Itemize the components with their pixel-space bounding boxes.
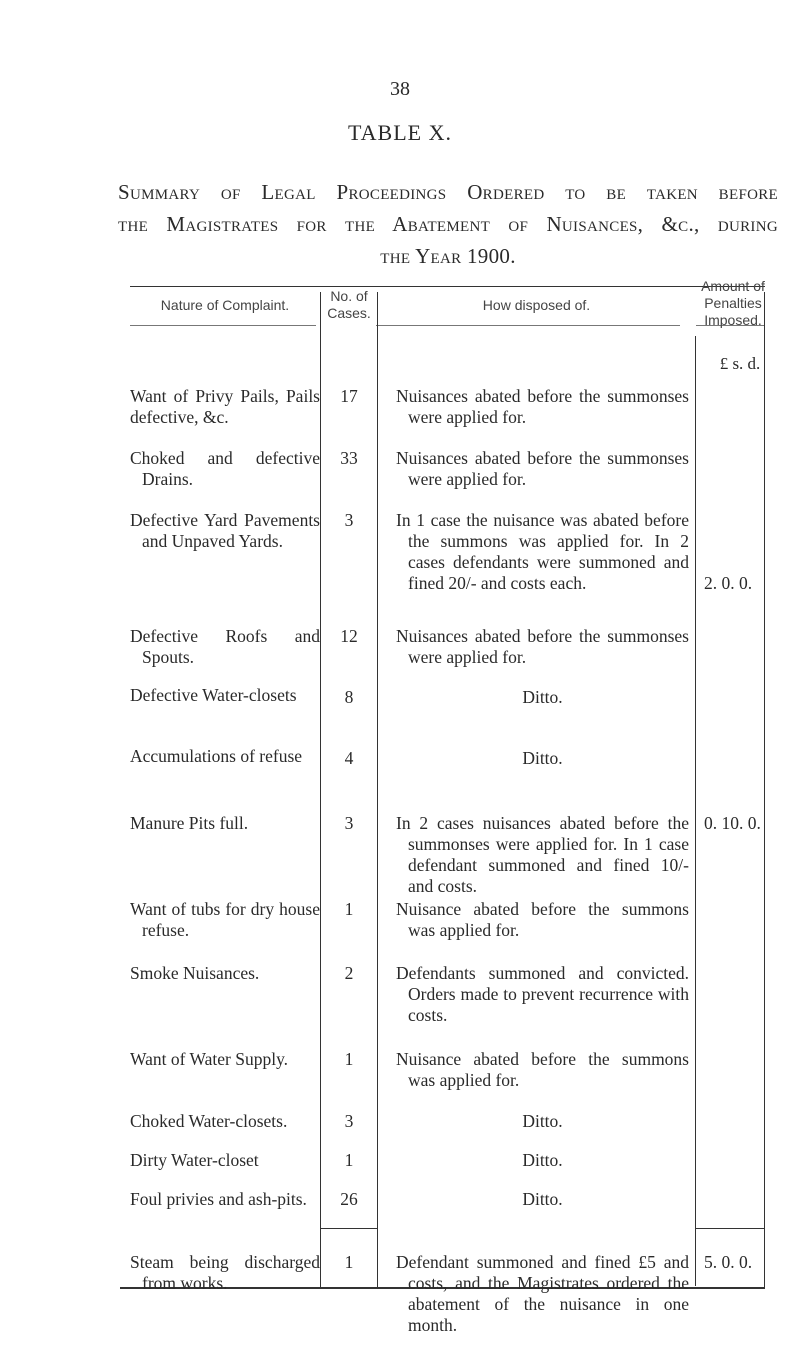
row-nature-text: Defective Yard Pavements and Unpaved Yards.: [130, 510, 320, 551]
row-disposed-text: Nuisances abated before the summonses were applied for.: [396, 448, 689, 489]
row-disposed: [396, 386, 689, 428]
row-disposed: [396, 963, 689, 1026]
table-heading: [118, 176, 778, 272]
row-nature: [130, 448, 320, 490]
table-title: TABLE X.: [347, 120, 452, 145]
row-disposed: Ditto.: [522, 1111, 563, 1131]
row-cases: 8: [344, 687, 354, 707]
row-disposed-text: Defendants summoned and convicted. Orders made to prevent recurrence with costs.: [396, 963, 689, 1025]
row-cases: 1: [344, 1252, 354, 1272]
row-nature: [130, 1189, 320, 1210]
row-disposed-text: Nuisance abated before the summons was applied for.: [396, 1049, 689, 1090]
row-cases: 3: [344, 1111, 354, 1131]
row-cases: 1: [344, 1049, 354, 1069]
header-penalties: Amount of Penalties Imposed.: [701, 278, 765, 328]
row-penalty: 0. 10. 0.: [704, 813, 761, 833]
row-nature: [130, 510, 320, 552]
header-cases: No. of Cases.: [327, 288, 371, 321]
row-disposed-text: In 1 case the nuisance was abated before the summons was applied for. In 2 cases defendants were summoned and fined 20/- and costs each.: [396, 510, 689, 593]
row-nature-text: Choked and defective Drains.: [130, 448, 320, 489]
row-disposed-text: In 2 cases nuisances abated before the summonses were applied for. In 1 case defendant summoned and fined 10/- and costs.: [396, 813, 689, 896]
row-cases: 4: [344, 748, 354, 768]
row-nature-text: Foul privies and ash-pits.: [130, 1189, 307, 1209]
row-disposed: [396, 510, 689, 594]
row-cases: 3: [344, 813, 354, 833]
row-nature: Manure Pits full.: [130, 813, 249, 833]
row-disposed: [396, 1252, 689, 1336]
row-nature-text: Want of tubs for dry house refuse.: [130, 899, 320, 940]
row-nature: Dirty Water-closet: [130, 1150, 259, 1170]
col-divider-1: [320, 292, 321, 1287]
row-nature: [130, 899, 320, 941]
subtotal-rule-cases: [320, 1228, 377, 1229]
row-nature: Accumulations of refuse: [130, 746, 303, 766]
row-disposed: [396, 899, 689, 941]
row-nature: [130, 626, 320, 668]
row-disposed: [396, 1049, 689, 1091]
legal-proceedings-table: [120, 278, 765, 1335]
row-nature: Want of Privy Pails, Pails defective, &c.: [130, 386, 320, 427]
row-disposed: [396, 813, 689, 897]
col-divider-3: [695, 336, 696, 1286]
row-nature: Smoke Nuisances.: [130, 963, 260, 983]
row-disposed: [396, 448, 689, 490]
row-cases: 33: [340, 448, 358, 468]
heading-line-2: the Magistrates for the Abatement of Nuisances, &c., during: [118, 212, 778, 236]
currency-units: £ s. d.: [719, 354, 761, 373]
row-disposed-text: Nuisances abated before the summonses were applied for.: [396, 626, 689, 667]
row-cases: 3: [344, 510, 354, 530]
row-disposed: Ditto.: [522, 1189, 563, 1209]
row-nature-text: Steam being discharged from works.: [130, 1252, 320, 1293]
heading-line-1: Summary of Legal Proceedings Ordered to be taken before: [118, 180, 778, 204]
row-cases: 1: [344, 1150, 354, 1170]
subtotal-rule-penalty: [696, 1228, 765, 1229]
row-cases: 12: [340, 626, 358, 646]
row-cases: 17: [340, 386, 358, 406]
row-nature: [130, 1252, 320, 1294]
row-disposed: Ditto.: [522, 687, 563, 707]
row-disposed: [396, 626, 689, 668]
header-rule-mid: [376, 325, 680, 326]
header-rule-left: [130, 325, 316, 326]
top-rule: [130, 286, 765, 287]
row-disposed: Ditto.: [522, 748, 563, 768]
heading-line-3: the Year 1900.: [380, 244, 516, 268]
row-cases: 1: [344, 899, 354, 919]
page-number: 38: [390, 78, 410, 100]
header-nature: Nature of Complaint.: [160, 297, 290, 313]
header-disposed: How disposed of.: [482, 297, 591, 313]
row-cases: 26: [340, 1189, 358, 1209]
row-penalty: 5. 0. 0.: [704, 1252, 753, 1272]
col-divider-2: [377, 292, 378, 1287]
right-border: [764, 292, 765, 1287]
row-cases: 2: [344, 963, 354, 983]
row-disposed-text: Nuisances abated before the summonses were applied for.: [396, 386, 689, 427]
row-nature: Want of Water Supply.: [130, 1049, 289, 1069]
row-nature: Choked Water-closets.: [130, 1111, 288, 1131]
row-nature: Defective Water-closets: [130, 685, 297, 705]
row-penalty: 2. 0. 0.: [704, 573, 753, 593]
row-disposed-text: Defendant summoned and fined £5 and costs, and the Magistrates ordered the abatement of the nuisance in one month.: [396, 1252, 689, 1335]
row-disposed-text: Nuisance abated before the summons was applied for.: [396, 899, 689, 940]
row-disposed: Ditto.: [522, 1150, 563, 1170]
row-nature-text: Defective Roofs and Spouts.: [130, 626, 320, 667]
